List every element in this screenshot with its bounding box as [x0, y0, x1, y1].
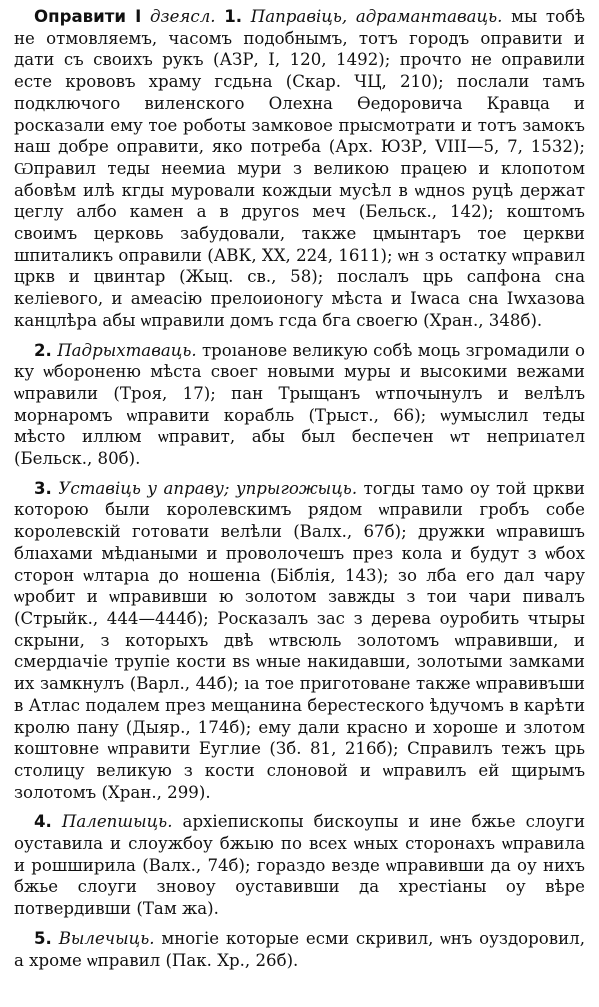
sense-3-definition: Уставіць у аправу; упрыгожыць.	[58, 478, 358, 498]
sense-4-citations: архіепископы бискоупы и ине бжье слоуги оуставила и слоужбоу бжьıю по всех ѡных сторонахъ ѡправила и рошширила (Валх., 74б); гораздо везде ѡправивши да оу нихъ бжье слоуги зновоу оуставивши да хрестіаны оу вѣре потвердивши (Там жа).	[14, 812, 586, 919]
sense-4-paragraph	[14, 811, 585, 920]
sense-5-citations: многіе которые есми скривил, ѡнъ оуздоровил, а хроме ѡправил (Пак. Хр., 26б).	[14, 928, 586, 970]
sense-1-citations: мы тобѣ не отмовляемъ, часомъ подобнымъ, тотъ городъ оправити и дати съ своихъ рукъ (АЗР, I, 120, 1492); прочто не оправили есте крововъ храму гсдьна (Скар. ЧЦ, 210); послали тамъ подключого виленского Олехна Ѳедоровича Кравца и росказали ему тое роботы замковое прысмотрати и тотъ замокъ наш добре оправити, яко потреба (Арх. ЮЗР, VIII—5, 7, 1532); Ѡправил теды неемиа мури з великою працею и клопотом абовѣм илѣ кгды муровали кождыи мусѣл в ѡдноѕ руцѣ держат цеглу албо камен а в другоѕ меч (Бельск., 142); коштомъ своимъ церковь забудовали, также цмынтаръ тое церкви шпиталикъ оправили (АВК, XX, 224, 1611); ѡн з остатку ѡправил цркв и цвинтар (Жыц. св., 58); послалъ црь сапфона сна келіевого, и амеасію прелоионогу мѣста и Іwаса сна Іwхазова канцлѣра абы ѡправили домъ гсда бга своегю (Хран., 348б).	[14, 7, 586, 330]
sense-3-citations: тогды тамо оу той цркви которою были королевскимъ рядом ѡправили гробъ собе королевскій готовати велѣли (Валх., 67б); дружки ѡправишъ блıахами мѣдıаными и проволочешъ през кола и будут з ѡбох сторон ѡлтарıа до ношенıа (Біблія, 143); зо лба его дал чару ѡробит и ѡправивши ю золотом завжды з тои чари пивалъ (Стрыйк., 444—444б); Росказалъ зас з дерева оуробить чтыры скрыни, з которыхъ двѣ ѡтвсюль золотомъ ѡправивши, и смердıачіе трупіе кости вѕ ѡные накидавши, золотыми замками их замкнулъ (Варл., 44б); ıа тое приготоване также ѡправивъши в Атлас подалем през мещанина берестеского ѣдучомъ в карѣти кролю пану (Дыяр., 174б); ему дали красно и хороше и злотом коштовне ѡправити Еуглие (Зб. 81, 216б); Справилъ тежъ црь столицу великую з кости слоновой и ѡправилъ ей щирымъ золотомъ (Хран., 299).	[14, 478, 585, 802]
sense-3-paragraph	[14, 478, 585, 804]
headword: Оправити І	[34, 7, 142, 26]
sense-5-paragraph	[14, 928, 585, 971]
sense-4-number: 4.	[34, 812, 52, 832]
sense-2-number: 2.	[34, 340, 52, 360]
sense-2-definition: Падрыхтаваць.	[57, 340, 197, 360]
sense-2-paragraph	[14, 340, 585, 470]
sense-2-citations: троıанове великую собѣ моць згромадили о ку ѡбороненю мѣста своег новыми муры и высокими вежами ѡправили (Троя, 17); пан Трыщанъ ѡтпочынулъ и велѣлъ морнаромъ ѡправити корабль (Трыст., 66); ѡумыслил теды мѣсто иллюм ѡправит, абы был беспечен ѡт неприıател (Бельск., 80б).	[14, 340, 586, 469]
sense-4-definition: Палепшыць.	[61, 812, 173, 832]
sense-1-number: 1.	[224, 7, 243, 26]
sense-1-paragraph	[14, 6, 585, 332]
sense-3-number: 3.	[34, 478, 52, 498]
sense-5-number: 5.	[34, 928, 52, 948]
sense-5-definition: Вылечыць.	[58, 928, 155, 948]
part-of-speech: дзеясл.	[150, 7, 216, 26]
sense-1-definition: Паправіць, адрамантаваць.	[250, 7, 503, 26]
